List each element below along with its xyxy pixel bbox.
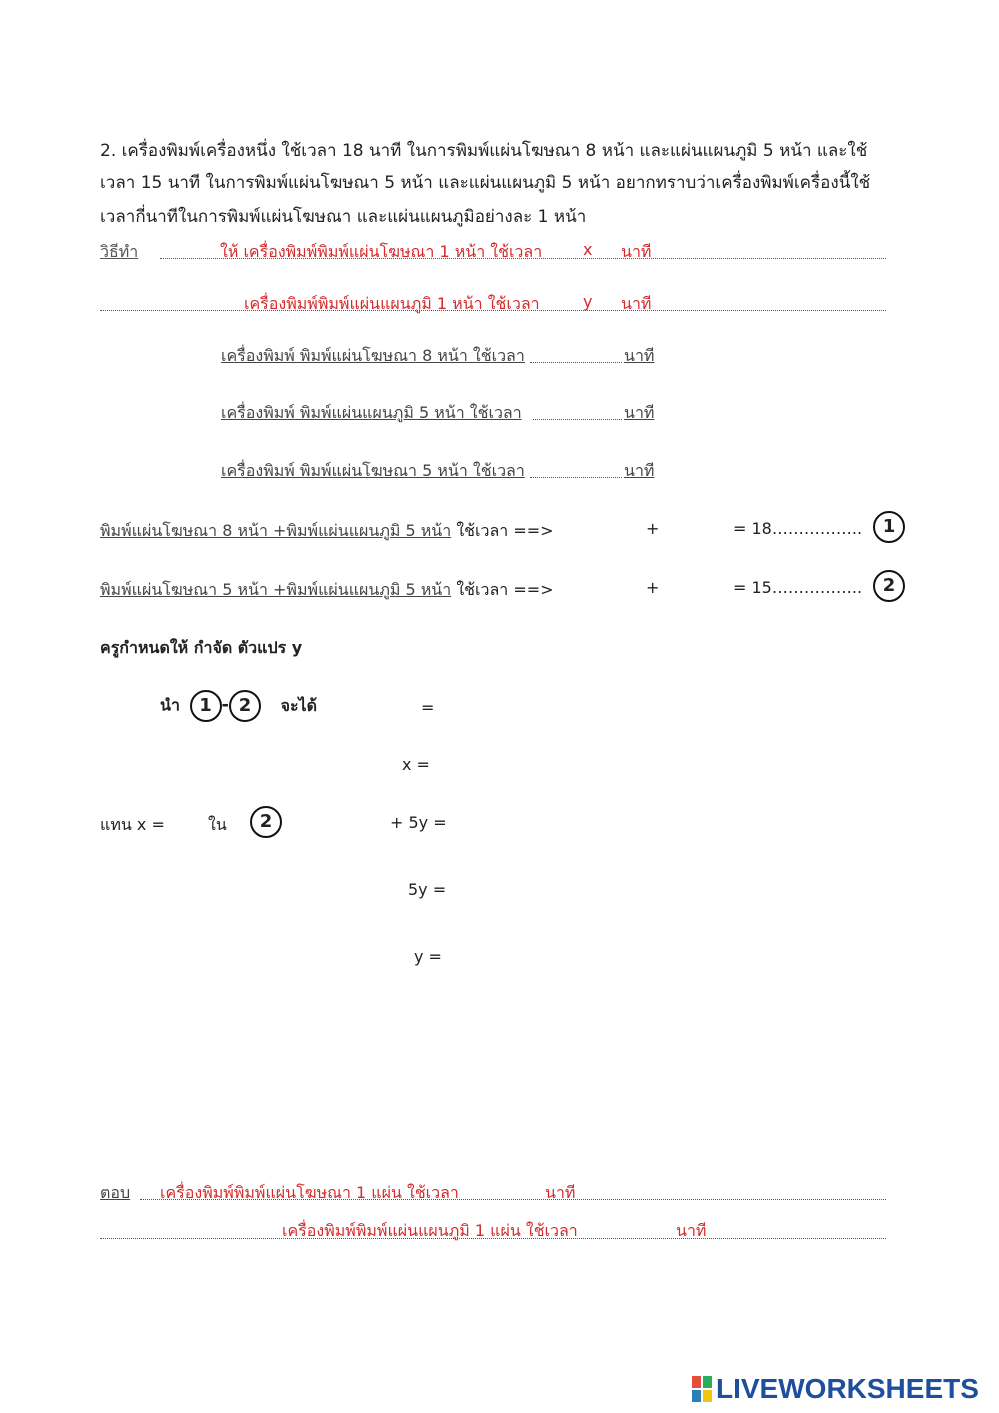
five-y-equals: 5y = bbox=[408, 880, 447, 899]
answer-line-2-text: เครื่องพิมพ์พิมพ์แผ่นแผนภูมิ 1 แผ่น ใช้เวลา bbox=[282, 1221, 578, 1240]
answer-line-1-unit: นาที bbox=[545, 1183, 576, 1202]
fill-line-3-text: เครื่องพิมพ์ พิมพ์แผ่นโฆษณา 5 หน้า ใช้เวลา bbox=[221, 461, 525, 480]
equation-2-use: ใช้เวลา ==> bbox=[451, 580, 554, 599]
equation-2-left: พิมพ์แผ่นโฆษณา 5 หน้า bbox=[100, 580, 274, 599]
equation-2 bbox=[100, 578, 554, 603]
question-line-3: เวลากี่นาทีในการพิมพ์แผ่นโฆษณา และแผ่นแผนภูมิอย่างละ 1 หน้า bbox=[100, 207, 587, 227]
y-equals: y = bbox=[414, 947, 442, 966]
equation-2-result: = 15…………….. bbox=[733, 578, 863, 597]
step-1 bbox=[160, 690, 317, 722]
equation-1 bbox=[100, 519, 554, 544]
step-1-eq2: 2 bbox=[229, 690, 261, 722]
let-y-unit: นาที bbox=[621, 294, 652, 313]
fill-line-2-unit: นาที bbox=[624, 403, 655, 422]
eliminate-instruction: ครูกำหนดให้ กำจัด ตัวแปร y bbox=[100, 638, 303, 657]
fill-line-3-unit: นาที bbox=[624, 461, 655, 480]
substitute-in: ใน bbox=[208, 815, 227, 834]
liveworksheets-logo bbox=[692, 1374, 979, 1404]
answer-line-1-text: เครื่องพิมพ์พิมพ์แผ่นโฆษณา 1 แผ่น ใช้เวลา bbox=[160, 1183, 459, 1202]
liveworksheets-logo-text: LIVEWORKSHEETS bbox=[716, 1373, 979, 1404]
equation-2-number: 2 bbox=[873, 570, 905, 602]
step-1-prefix: นำ bbox=[160, 695, 180, 715]
fill-line-2-text: เครื่องพิมพ์ พิมพ์แผ่นแผนภูมิ 5 หน้า ใช้เวลา bbox=[221, 403, 522, 422]
equation-1-use: ใช้เวลา ==> bbox=[451, 521, 554, 540]
answer-line-2-unit: นาที bbox=[676, 1221, 707, 1240]
step-1-equals: = bbox=[421, 698, 435, 717]
let-x-text: ให้ เครื่องพิมพ์พิมพ์แผ่นโฆษณา 1 หน้า ใช้เวลา bbox=[220, 242, 543, 261]
equation-2-plus: + bbox=[273, 580, 287, 599]
question-line-1: 2. เครื่องพิมพ์เครื่องหนึ่ง ใช้เวลา 18 นาที ในการพิมพ์แผ่นโฆษณา 8 หน้า และแผ่นแผนภูมิ 5 หน้า และใช้ bbox=[100, 141, 868, 161]
let-x-var: x bbox=[583, 240, 593, 259]
equation-1-op: + bbox=[646, 519, 660, 538]
substitute-prefix: แทน x = bbox=[100, 815, 165, 834]
question-line-2: เวลา 15 นาที ในการพิมพ์แผ่นโฆษณา 5 หน้า และแผ่นแผนภูมิ 5 หน้า อยากทราบว่าเครื่องพิมพ์เครื่องนี้ใช้ bbox=[100, 173, 871, 193]
x-equals: x = bbox=[402, 755, 430, 774]
method-label: วิธีทำ bbox=[100, 242, 139, 261]
step-1-suffix: จะได้ bbox=[280, 695, 317, 715]
step-1-minus: - bbox=[221, 694, 229, 716]
let-x-unit: นาที bbox=[621, 242, 652, 261]
step-1-eq1: 1 bbox=[190, 690, 222, 722]
fill-line-2-blank[interactable] bbox=[533, 419, 622, 420]
liveworksheets-logo-icon bbox=[692, 1376, 712, 1402]
fill-line-1-blank[interactable] bbox=[530, 362, 622, 363]
answer-label: ตอบ bbox=[100, 1183, 131, 1202]
substitute-eq-number: 2 bbox=[250, 806, 282, 838]
equation-2-op: + bbox=[646, 578, 660, 597]
equation-1-plus: + bbox=[273, 521, 287, 540]
substitute-expression: + 5y = bbox=[390, 813, 447, 832]
equation-1-left: พิมพ์แผ่นโฆษณา 8 หน้า bbox=[100, 521, 274, 540]
equation-2-right: พิมพ์แผ่นแผนภูมิ 5 หน้า bbox=[286, 580, 452, 599]
equation-1-number: 1 bbox=[873, 511, 905, 543]
fill-line-1-text: เครื่องพิมพ์ พิมพ์แผ่นโฆษณา 8 หน้า ใช้เวลา bbox=[221, 346, 525, 365]
fill-line-1-unit: นาที bbox=[624, 346, 655, 365]
equation-1-result: = 18…………….. bbox=[733, 519, 863, 538]
fill-line-3-blank[interactable] bbox=[530, 477, 622, 478]
equation-1-right: พิมพ์แผ่นแผนภูมิ 5 หน้า bbox=[286, 521, 452, 540]
let-y-var: y bbox=[583, 292, 593, 311]
let-y-text: เครื่องพิมพ์พิมพ์แผ่นแผนภูมิ 1 หน้า ใช้เวลา bbox=[244, 294, 540, 313]
